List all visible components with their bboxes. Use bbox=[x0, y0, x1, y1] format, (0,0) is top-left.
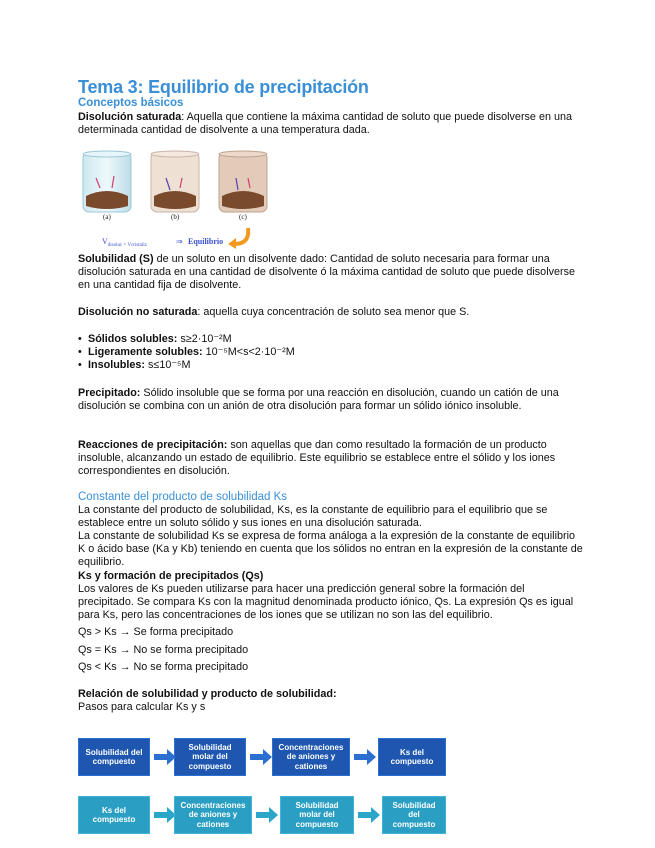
caption-equilibrio: Equilibrio bbox=[188, 237, 224, 246]
definition-text: son aquellas que dan como resultado la formación de un producto insoluble, alcanzando un estado de equilibrio. Este equilibrio se establece entre el sólido y los iones correspondientes en disolución. bbox=[78, 439, 556, 477]
flow-box: Ks del compuesto bbox=[378, 738, 446, 776]
arrow-right-icon bbox=[154, 806, 176, 824]
flow-box: Ks del compuesto bbox=[78, 796, 150, 834]
condition-line: Qs = Ks → No se forma precipitado bbox=[78, 644, 249, 656]
flowchart-ks-to-s bbox=[78, 796, 448, 834]
arrow-right-icon bbox=[354, 748, 376, 766]
beaker-b bbox=[151, 151, 199, 212]
beaker-c bbox=[219, 151, 267, 212]
label-a: (a) bbox=[103, 213, 111, 221]
section-heading-ks: Constante del producto de solubilidad Ks bbox=[78, 491, 288, 503]
caption-eq: disoluc = V bbox=[107, 243, 132, 248]
page-title: Tema 3: Equilibrio de precipitación bbox=[78, 77, 369, 97]
flow-box: Solubilidad del compuesto bbox=[78, 738, 150, 776]
term: Disolución no saturada bbox=[78, 306, 198, 318]
definition-solubilidad bbox=[78, 253, 583, 292]
beaker-a bbox=[83, 151, 131, 212]
ks-paragraph-2: La constante de solubilidad Ks se expresa de forma análoga a la expresión de la constante de equilibrio K o ácido base (Ka y Kb) teniendo en cuenta que los sólidos no entran en la expresión de la constante de equilibrio. bbox=[78, 530, 583, 568]
svg-text:Vdisoluc = Vcristaliz bbox=[102, 237, 148, 248]
ks-paragraph-3: Los valores de Ks pueden utilizarse para hacer una predicción general sobre la formación del precipitado. Se compara Ks con la magnitud denominada producto iónico, Qs. La expresión Qs es igual para Ks, pero las concentraciones de los iones que se utilizan no son las del equilibrio. bbox=[78, 583, 574, 621]
arrow-right-icon bbox=[358, 806, 380, 824]
arrow-right-icon bbox=[154, 748, 176, 766]
arrow-right-icon bbox=[256, 806, 278, 824]
flow-box: Solubilidad molar del compuesto bbox=[174, 738, 246, 776]
label-b: (b) bbox=[171, 213, 180, 221]
caption-sub: cristaliz bbox=[131, 243, 147, 248]
term: Solubilidad (S) bbox=[78, 253, 154, 265]
definition-precipitado bbox=[78, 387, 583, 413]
flow-box: Solubilidad del compuesto bbox=[382, 796, 446, 834]
label-c: (c) bbox=[239, 213, 247, 221]
ks-subheading: Ks y formación de precipitados (Qs) bbox=[78, 570, 264, 582]
caption-v: V bbox=[102, 237, 108, 246]
term: Disolución saturada bbox=[78, 111, 182, 123]
definition-nosaturada bbox=[78, 306, 583, 319]
relacion-heading: Relación de solubilidad y producto de solubilidad: bbox=[78, 688, 337, 700]
definition-text: : Aquella que contiene la máxima cantidad de soluto que puede disolverse en una determinada cantidad de disolvente a una temperatura dada. bbox=[78, 111, 572, 136]
list-item: • Insolubles: s≤10⁻⁵M bbox=[78, 359, 583, 372]
flow-box: Concentraciones de aniones y cationes bbox=[272, 738, 350, 776]
condition-line: Qs > Ks → Se forma precipitado bbox=[78, 626, 234, 638]
ks-paragraph-1: La constante del producto de solubilidad, Ks, es la constante de equilibrio para el equilibrio que se establece entre un soluto sólido y sus iones en una disolución saturada. bbox=[78, 504, 548, 529]
solubility-list bbox=[78, 333, 583, 372]
condition-line: Qs < Ks → No se forma precipitado bbox=[78, 661, 249, 673]
caption-arrow: ⇒ bbox=[176, 237, 183, 246]
flow-box: Solubilidad molar del compuesto bbox=[280, 796, 354, 834]
relacion-subtitle: Pasos para calcular Ks y s bbox=[78, 701, 206, 713]
definition-saturada bbox=[78, 111, 583, 137]
term: Precipitado: bbox=[78, 387, 141, 399]
list-item: • Sólidos solubles: s≥2·10⁻²M bbox=[78, 333, 583, 346]
beakers-figure bbox=[78, 148, 278, 252]
list-item: • Ligeramente solubles: 10⁻⁵M<s<2·10⁻²M bbox=[78, 346, 583, 359]
flowchart-s-to-ks bbox=[78, 738, 448, 776]
definition-text: : aquella cuya concentración de soluto sea menor que S. bbox=[197, 306, 470, 318]
section-heading-basics: Conceptos básicos bbox=[78, 97, 184, 109]
term: Reacciones de precipitación: bbox=[78, 439, 228, 451]
definition-text: Sólido insoluble que se forma por una reacción en disolución, cuando un catión de una disolución se combina con un anión de otra disolución para formar un sólido iónico insoluble. bbox=[78, 387, 559, 412]
flow-box: Concentraciones de aniones y cationes bbox=[174, 796, 252, 834]
arrow-right-icon bbox=[250, 748, 272, 766]
orange-arrow-icon bbox=[236, 228, 248, 244]
definition-text: de un soluto en un disolvente dado: Cantidad de soluto necesaria para formar una disolución saturada en una cantidad de disolvente ó la máxima cantidad de soluto que puede disolverse en una cantidad fija de disolvente. bbox=[78, 253, 575, 291]
definition-reacciones bbox=[78, 439, 583, 478]
